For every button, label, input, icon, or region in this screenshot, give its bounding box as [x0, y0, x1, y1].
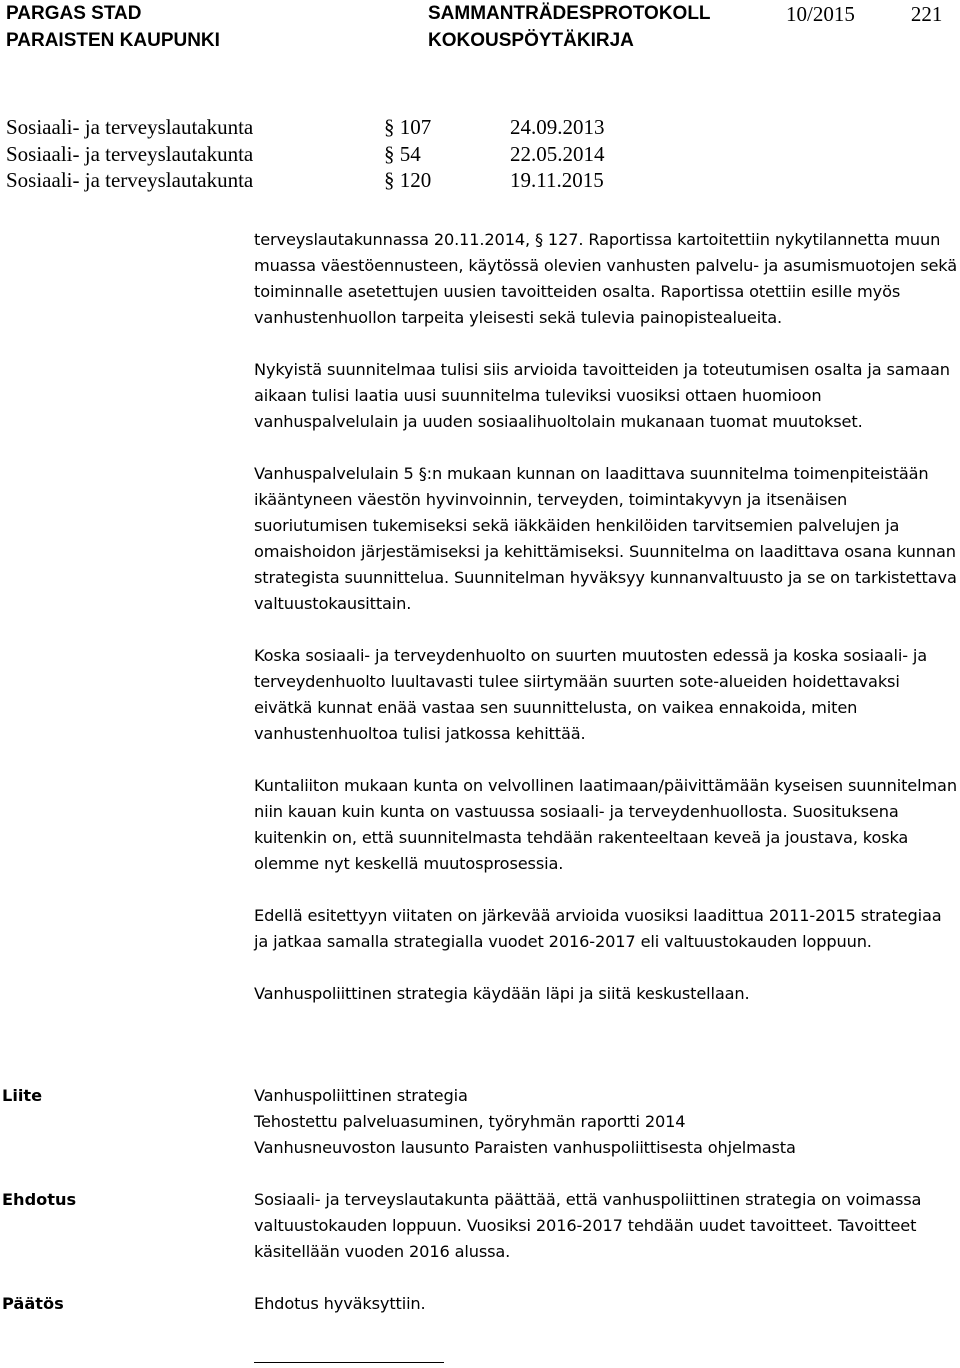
- reference-section: § 120: [384, 168, 432, 192]
- reference-list: [6, 114, 706, 194]
- reference-body: Sosiaali- ja terveyslautakunta: [6, 168, 254, 192]
- paragraph: Vanhuspoliittinen strategia käydään läpi ja siitä keskustellaan.: [254, 984, 750, 1003]
- page-info: [786, 0, 942, 28]
- paragraph: Vanhuspalvelulain 5 §:n mukaan kunnan on laadittava suunnitelma toimenpiteistään ikääntyneen väestön hyvinvoinnin, terveyden, toimintakyvyn ja itsenäisen suoriutumisen tukemiseksi sekä iäkkäiden henkilöiden tarvitsemien palvelujen ja omaishoidon järjestämiseksi ja kehittämiseksi. Suunnitelma on laadittava osana kunnan strategista suunnittelua. Suunnitelman hyväksyy kunnanvaltuusto ja se on tarkistettava valtuustokausittain.: [254, 464, 957, 613]
- reference-date: 24.09.2013: [510, 115, 605, 139]
- reference-row: [6, 114, 706, 141]
- document-type: [428, 0, 711, 54]
- attachments-list: [254, 1083, 958, 1161]
- attachment-item: Vanhuspoliittinen strategia: [254, 1086, 468, 1105]
- org-name: [6, 0, 220, 54]
- signature-line: [254, 1362, 444, 1363]
- reference-date: 19.11.2015: [510, 168, 604, 192]
- attachments-label: Liite: [2, 1086, 43, 1105]
- reference-body: Sosiaali- ja terveyslautakunta: [6, 115, 254, 139]
- attachment-item: Tehostettu palveluasuminen, työryhmän raportti 2014: [254, 1112, 686, 1131]
- proposal-text: Sosiaali- ja terveyslautakunta päättää, että vanhuspoliittinen strategia on voimassa valtuustokauden loppuun. Vuosiksi 2016-2017 tehdään uudet tavoitteet. Tavoitteet käsitellään vuoden 2016 alussa.: [254, 1190, 922, 1261]
- reference-section: § 54: [384, 141, 421, 166]
- reference-row: [6, 141, 706, 168]
- org-name-fi: PARAISTEN KAUPUNKI: [6, 30, 220, 51]
- decision-label: Päätös: [2, 1294, 64, 1313]
- document-type-sv: SAMMANTRÄDESPROTOKOLL: [428, 3, 711, 24]
- reference-section: § 107: [384, 115, 432, 139]
- attachment-item: Vanhusneuvoston lausunto Paraisten vanhuspoliittisesta ohjelmasta: [254, 1138, 796, 1157]
- org-name-sv: PARGAS STAD: [6, 3, 142, 24]
- paragraph: Edellä esitettyyn viitaten on järkevää arvioida vuosiksi laadittua 2011-2015 strategiaa ja jatkaa samalla strategialla vuodet 2016-2017 eli valtuustokauden loppuun.: [254, 906, 942, 951]
- reference-row: [6, 167, 706, 194]
- paragraph: Kuntaliiton mukaan kunta on velvollinen laatimaan/päivittämään kyseisen suunnitelman niin kauan kuin kunta on vastuussa sosiaali- ja terveydenhuollosta. Suosituksena kuitenkin on, että suunnitelmasta tehdään rakenteeltaan keveä ja joustava, koska olemme nyt keskellä muutosprosessia.: [254, 776, 957, 873]
- reference-body: Sosiaali- ja terveyslautakunta: [6, 141, 254, 166]
- document-type-fi: KOKOUSPÖYTÄKIRJA: [428, 30, 634, 51]
- page-number: 221: [910, 2, 943, 26]
- paragraph: Nykyistä suunnitelmaa tulisi siis arvioida tavoitteiden ja toteutumisen osalta ja samaan aikaan tulisi laatia uusi suunnitelma tuleviksi vuosiksi ottaen huomioon vanhuspalvelulain ja uuden sosiaalihuoltolain mukanaan tuomat muutokset.: [254, 360, 950, 431]
- body-text: [254, 227, 958, 1033]
- reference-date: 22.05.2014: [510, 141, 605, 166]
- decision-text: Ehdotus hyväksyttiin.: [254, 1294, 426, 1313]
- proposal-label: Ehdotus: [2, 1190, 77, 1209]
- paragraph: terveyslautakunnassa 20.11.2014, § 127. Raportissa kartoitettiin nykytilannetta muun muassa väestöennusteen, käytössä olevien vanhusten palvelu- ja asumismuotojen sekä toiminnalle asetettujen uusien tavoitteiden osalta. Raportissa otettiin esille myös vanhustenhuollon tarpeita yleisesti sekä tulevia painopistealueita.: [254, 230, 958, 327]
- issue-number: 10/2015: [786, 2, 855, 26]
- paragraph: Koska sosiaali- ja terveydenhuolto on suurten muutosten edessä ja koska sosiaali- ja terveydenhuolto luultavasti tulee siirtymään suurten sote-alueiden hoidettavaksi eivätkä kunnat enää vastaa sen suunnittelusta, on vaikea ennakoida, miten vanhustenhuoltoa tulisi jatkossa kehittää.: [254, 646, 928, 743]
